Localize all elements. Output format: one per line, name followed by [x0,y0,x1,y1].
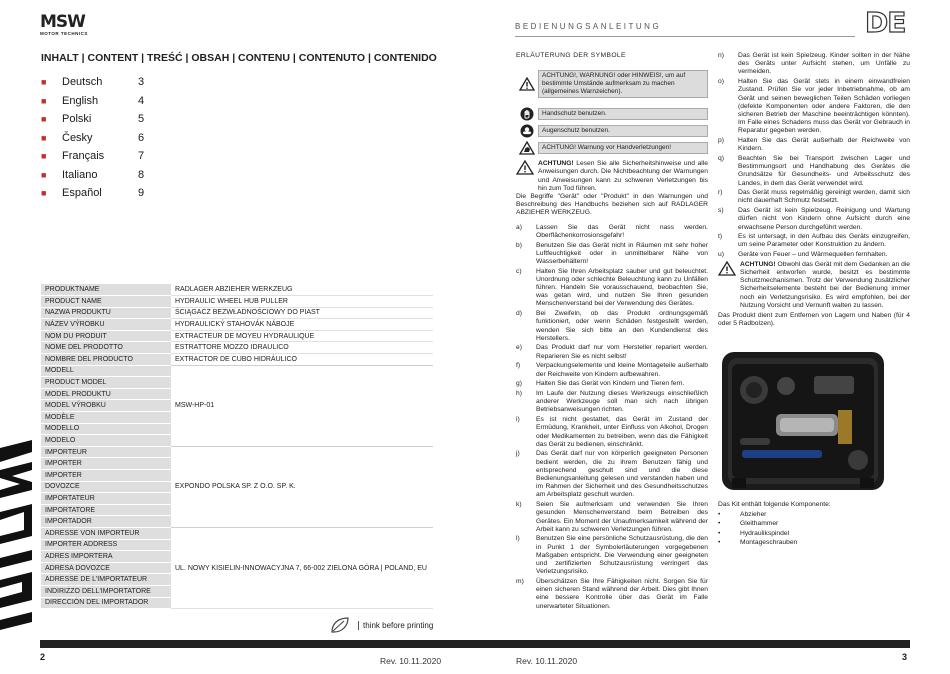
list-item: g) Halten Sie das Gerät von Kindern und Tieren fern. [516,380,685,388]
achtung2-text: Obwohl das Gerät mit dem Gedanken an die Sicherheit entworfen wurde, besitzt es bestimmte Schutzmechanismen. Trotz der Verwendung zusätzlicher Sicherheitselemente besteht bei der Bedienung immer noch ein Verletzungsrisiko. Es wird empfohlen, bei der Nutzung Vorsicht und Vernunft walten zu lassen. [740,260,910,309]
list-item: s) Das Gerät ist kein Spielzeug. Reinigung und Wartung dürfen nicht von Kindern ohne Aufsicht durch eine erwachsene Person durchgeführt werden. [718,207,910,231]
row-label: MODELLO [41,423,171,435]
kit-heading: Das Kit enthält folgende Komponente: [718,501,831,508]
table-row [41,354,433,366]
bullet-icon: ■ [41,77,47,88]
toc-item[interactable] [41,184,158,203]
list-item: l) Benutzen Sie eine persönliche Schutzausrüstung, die den in Punkt 1 der Symbolerläuterungen vorgegebenen Maßgaben entspricht. Die Verwendung einer geeigneten und zertifizierten Schutzausrüstung verringert das Verletzungsrisiko. [516,535,708,576]
row-value: HYDRAULIC WHEEL HUB PULLER [171,296,433,308]
table-row [41,365,433,377]
row-label: NOM DU PRODUIT [41,330,171,342]
list-item: f) Verpackungselemente und kleine Montageteile außerhalb der Reichweite von Kindern aufbewahren. [516,362,708,378]
revision-right: Rev. 10.11.2020 [516,656,578,666]
row-label: NÁZEV VÝROBKU [41,319,171,331]
bullet-icon: ■ [41,151,47,162]
list-item: q) Beachten Sie bei Transport zwischen Lager und Bestimmungsort und Handhabung des Gerätes die Grundsätze für Gesundheits- und Arbeitsschutz des Landes, in dem das Gerät verwendet wird. [718,154,910,187]
logo-subtitle: MOTOR TECHNICS [40,31,88,36]
leaf-icon [330,616,350,634]
goggles-icon [516,124,538,138]
list-item: k) Seien Sie aufmerksam und verwenden Sie Ihren gesunden Menschenverstand beim Betreiben des Gerätes. Ein Moment der Unaufmerksamkeit während der Arbeit kann zu schweren Verletzungen führen. [516,501,708,533]
symbol-row [516,124,708,138]
bullet-icon: • [718,529,721,537]
hand-warning-icon [516,141,538,155]
toc-item[interactable] [41,166,158,185]
bullet-icon: ■ [41,114,47,125]
toc-language: Español [62,187,102,200]
header-divider [515,36,855,37]
list-item: • Gleithammer [718,520,779,527]
table-row [41,296,433,308]
row-label: MODEL PRODUKTU [41,388,171,400]
symbol-row [516,107,708,121]
row-label: ADRES IMPORTERA [41,551,171,563]
toc-page: 8 [138,168,145,181]
toc-item[interactable] [41,110,158,129]
symbol-row [516,141,708,155]
list-item: m) Überschätzen Sie Ihre Fähigkeiten nicht. Sorgen Sie für einen sicheren Stand während der Arbeit. Dies gibt Ihnen eine bessere Kontrolle über das Gerät im Falle unerwarteter Situationen. [516,577,708,610]
instructions-column-1 [516,52,708,612]
safety-warning [516,160,708,193]
row-label: DOVOZCE [41,481,171,493]
toc-language: Italiano [62,168,98,181]
kit-contents [718,500,831,548]
bullet-icon: ■ [41,95,47,106]
safety-rules-list [516,224,708,611]
row-label: INDIRIZZO DELL'IMPORTATORE [41,585,171,597]
list-item: h) Im Laufe der Nutzung dieses Werkzeugs einschließlich anderer Werkzeuge soll man sich nach übrigen Betriebsanweisungen richten. [516,389,708,414]
row-label: MODÈLE [41,412,171,424]
product-info-table [41,284,433,609]
row-label: IMPORTER ADDRESS [41,539,171,551]
toc-title: INHALT | CONTENT | TREŚĆ | OBSAH | CONTENU | CONTENUTO | CONTENIDO [41,52,437,64]
row-value: RADLAGER ABZIEHER WERKZEUG [171,284,433,296]
row-label: ADRESA DOVOZCE [41,562,171,574]
symbol-text: ACHTUNG!, WARNUNG! oder HINWEIS!, um auf bestimmte Umstände aufmerksam zu machen (allgemeines Warnzeichen). [538,70,708,98]
product-case-image [718,350,888,492]
symbol-text: ACHTUNG! Warnung vor Handverletzungen! [538,142,708,154]
toc-page: 7 [138,150,145,163]
toc-language: Deutsch [62,76,103,89]
table-row [41,342,433,354]
list-item: a) Lassen Sie das Gerät nicht nass werden. Oberflächenkorrosionsgefahr! [516,223,708,239]
toc-item[interactable] [41,92,158,111]
row-label: PRODUCT MODEL [41,377,171,389]
list-item: u) Geräte von Feuer – und Wärmequellen fernhalten. [718,251,888,259]
bullet-icon: ■ [41,188,47,199]
table-row [41,446,433,458]
toc-item[interactable] [41,73,158,92]
address-value: UL. NOWY KISIELIN-INNOWACYJNA 7, 66-002 ZIELONA GÓRA | POLAND, EU [171,527,433,608]
row-label: IMPORTATEUR [41,493,171,505]
list-item: b) Benutzen Sie das Gerät nicht in Räumen mit sehr hoher Luftfeuchtigkeit oder in unmittelbarer Nähe von Wasserbehältern! [516,241,708,265]
achtung2-label: ACHTUNG! [740,260,776,268]
list-item: t) Es ist untersagt, in den Aufbau des Geräts einzugreifen, um seine Parameter oder Konstruktion zu ändern. [718,233,910,249]
list-item: c) Halten Sie Ihren Arbeitsplatz sauber und gut beleuchtet. Unordnung oder schlechte Beleuchtung kann zu Unfällen führen. Handeln Sie vorausschauend, beobachten Sie, was getan wird, und nutzen Sie Ihren gesunden Menschenverstand bei der Verwendung des Gerätes. [516,267,708,308]
list-item: r) Das Gerät muss regelmäßig gereinigt werden, damit sich nicht dauerhaft Schmutz festsetzt. [718,189,910,205]
think-before-printing [330,616,433,634]
logo-mark: MSW [40,12,85,32]
bullet-icon: ■ [41,169,47,180]
row-label: IMPORTATORE [41,504,171,516]
toc-item[interactable] [41,129,158,148]
row-value: EXTRACTOR DE CUBO HIDRÁULICO [171,354,433,366]
list-item: e) Das Produkt darf nur vom Hersteller repariert werden. Reparieren Sie es nicht selbst! [516,344,708,360]
brand-logo [40,14,104,40]
row-label: IMPORTADOR [41,516,171,528]
table-of-contents [41,73,158,203]
toc-item[interactable] [41,147,158,166]
symbols-heading: ERLÄUTERUNG DER SYMBOLE [516,52,626,59]
gloves-icon [516,107,538,121]
row-label: NOMBRE DEL PRODUCTO [41,354,171,366]
warning-triangle-icon [718,261,740,310]
row-label: MODELO [41,435,171,447]
safety-rules-list-continued [718,52,910,259]
toc-language: Česky [62,131,93,144]
footer-bar [40,640,910,648]
bullet-icon: • [718,520,721,527]
list-item: o) Halten Sie das Gerät stets in einem einwandfreien Zustand. Prüfen Sie vor jeder Inbetriebnahme, ob am Gerät und seinen beweglichen Teilen Schäden vorliegen (defekte Komponenten oder andere Faktoren, die den sicheren Betrieb der Maschine beeinträchtigen könnten). Im Falle eines Schadens muss das Gerät vor Gebrauch in Reparatur gegeben werden. [718,78,910,135]
manual-title: BEDIENUNGSANLEITUNG [515,22,662,31]
table-row [41,284,433,296]
table-row [41,307,433,319]
intro-paragraph: Die Begriffe "Gerät" oder "Produkt" in den Warnungen und Beschreibung des Handbuchs beziehen sich auf RADLAGER ABZIEHER WERKZEUG. [516,193,708,217]
row-label: MODEL VÝROBKU [41,400,171,412]
bullet-icon: • [718,510,721,518]
row-value: HYDRAULICKÝ STAHOVÁK NÁBOJE [171,319,433,331]
symbol-text: Augenschutz benutzen. [538,125,708,137]
row-label: NOME DEL PRODOTTO [41,342,171,354]
warning-triangle-icon [516,64,538,104]
row-label: IMPORTEUR [41,446,171,458]
bullet-icon: ■ [41,132,47,143]
row-value: ESTRATTORE MOZZO IDRAULICO [171,342,433,354]
bullet-icon: • [718,539,721,546]
toc-page: 6 [138,131,145,144]
toc-language: Français [62,150,105,163]
list-item: d) Bei Zweifeln, ob das Produkt ordnungsgemäß funktioniert, oder wenn Schäden festgestellt werden, wenden Sie sich bitte an den Kundendienst des Herstellers. [516,310,708,342]
row-label: IMPORTER [41,458,171,470]
list-item: i) Es ist nicht gestattet, das Gerät im Zustand der Ermüdung, Krankheit, unter Einfluss von Alkohol, Drogen oder Medikamenten zu betreiben, wenn das die Fähigkeit das Gerät zu bedienen, einschränkt. [516,416,708,448]
table-row [41,319,433,331]
instructions-column-2 [718,52,910,329]
toc-language: English [62,94,99,107]
table-row [41,330,433,342]
row-label: PRODUKTNAME [41,284,171,296]
revision-left: Rev. 10.11.2020 [380,656,442,666]
toc-language: Polski [62,113,92,126]
purpose-paragraph: Das Produkt dient zum Entfernen von Lagern und Naben (für 4 oder 5 Radbolzen). [718,312,910,328]
row-label: ADRESSE VON IMPORTEUR [41,527,171,539]
safety-warning-2 [718,261,910,310]
think-label: think before printing [358,621,433,630]
model-value: MSW-HP-01 [171,365,433,446]
kit-list [718,510,831,548]
row-label: DIRECCIÓN DEL IMPORTADOR [41,597,171,609]
page-number-left: 2 [40,652,46,662]
list-item: p) Halten Sie das Gerät außerhalb der Reichweite von Kindern. [718,137,910,153]
list-item: j) Das Gerät darf nur von körperlich geeigneten Personen bedient werden, die zu ihrem Benutzen fähig und entsprechend geschult sind und die diese Bedienungsanleitung gelesen und verstanden haben und im Rahmen der Sicherheit und des Gesundheitsschutzes am Arbeitsplatz geschult wurden. [516,450,708,499]
warning-triangle-icon [516,160,538,193]
symbol-row [516,64,708,104]
symbol-text: Handschutz benutzen. [538,108,708,120]
page-number-right: 3 [902,652,908,662]
list-item: • Hydraulikspindel [718,529,790,537]
toc-page: 9 [138,187,145,200]
toc-page: 5 [138,113,145,126]
toc-page: 3 [138,76,145,89]
importer-value: EXPONDO POLSKA SP. Z O.O. SP. K. [171,446,433,527]
row-value: ŚCIĄGACZ BEZWŁADNOŚCIOWY DO PIAST [171,307,433,319]
row-label: PRODUCT NAME [41,296,171,308]
row-value: EXTRACTEUR DE MOYEU HYDRAULIQUE [171,330,433,342]
row-label: ADRESSE DE L'IMPORTATEUR [41,574,171,586]
list-item: • Montageschrauben [718,539,798,546]
list-item: n) Das Gerät ist kein Spielzeug. Kinder sollten in der Nähe des Geräts unter Aufsicht stehen, um Unfälle zu vermeiden. [718,52,910,76]
language-code: DE [865,6,906,39]
brand-watermark-graphic [0,440,32,650]
row-label: NAZWA PRODUKTU [41,307,171,319]
table-row [41,527,433,539]
row-label: IMPORTER [41,470,171,482]
list-item: • Abzieher [718,510,767,518]
achtung-text: Lesen Sie alle Sicherheitshinweise und alle Anweisungen durch. Die Nichtbeachtung der Warnungen und Anweisungen kann zu schweren Verletzungen bis hin zum Tod führen. [538,160,708,192]
toc-page: 4 [138,94,145,107]
achtung-label: ACHTUNG! [538,160,574,168]
row-label: MODELL [41,365,171,377]
